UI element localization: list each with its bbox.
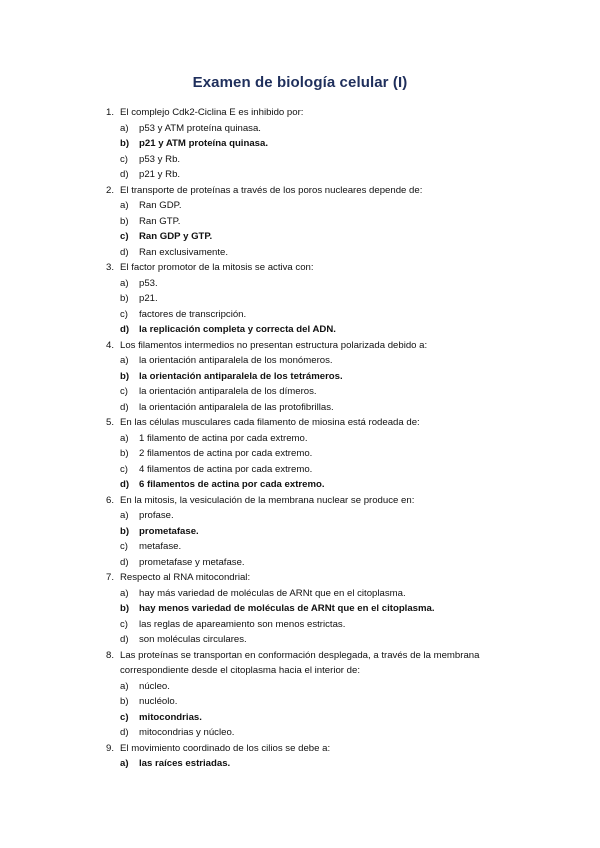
- option-letter: b): [120, 293, 129, 304]
- option-a: [0, 276, 600, 292]
- option-text: la orientación antiparalela de los monómeros.: [139, 355, 333, 366]
- option-letter: b): [120, 370, 130, 382]
- question-text: Las proteínas se transportan en conformación desplegada, a través de la membrana correspondiente desde el citoplasma hacia el interior de:: [120, 649, 480, 676]
- option-letter: c): [120, 618, 128, 630]
- option-text: Ran exclusivamente.: [139, 246, 229, 258]
- option-text: profase.: [139, 510, 174, 521]
- option-text: la orientación antiparalela de las protofibrillas.: [139, 401, 334, 413]
- option-letter: c): [120, 463, 128, 475]
- option-letter: b): [120, 603, 130, 614]
- question-text: Respecto al RNA mitocondrial:: [120, 572, 251, 583]
- question-9: [0, 741, 600, 772]
- option-letter: d): [120, 727, 129, 738]
- question-text: El movimiento coordinado de los cilios se debe a:: [120, 742, 331, 754]
- option-text: p21 y Rb.: [139, 169, 181, 180]
- option-d: [0, 477, 600, 493]
- option-text: prometafase y metafase.: [139, 556, 245, 568]
- option-text: las raíces estriadas.: [139, 758, 231, 769]
- option-letter: d): [120, 246, 129, 258]
- question-8: [0, 648, 600, 741]
- option-d: [0, 322, 600, 338]
- question-7: [0, 570, 600, 648]
- option-b: [0, 369, 600, 385]
- option-c: [0, 384, 600, 400]
- option-letter: c): [120, 153, 128, 165]
- option-c: [0, 307, 600, 323]
- option-letter: a): [120, 277, 129, 289]
- option-text: p53 y Rb.: [139, 153, 181, 165]
- page-title: Examen de biología celular (I): [192, 74, 408, 91]
- option-text: mitocondrias.: [139, 711, 202, 723]
- option-text: 6 filamentos de actina por cada extremo.: [139, 479, 325, 490]
- option-text: núcleo.: [139, 680, 170, 692]
- option-b: [0, 601, 600, 617]
- question-number: 5.: [105, 417, 114, 428]
- option-letter: c): [120, 386, 128, 397]
- option-letter: d): [120, 401, 129, 413]
- option-letter: b): [120, 215, 129, 227]
- option-text: 2 filamentos de actina por cada extremo.: [139, 448, 313, 459]
- option-d: [0, 245, 600, 261]
- option-a: [0, 431, 600, 447]
- option-c: [0, 152, 600, 168]
- option-letter: a): [120, 680, 129, 692]
- option-text: hay menos variedad de moléculas de ARNt que en el citoplasma.: [139, 603, 435, 614]
- option-text: Ran GDP.: [139, 200, 182, 211]
- question-number: 7.: [105, 572, 114, 583]
- option-letter: a): [120, 587, 129, 599]
- option-letter: a): [120, 122, 129, 134]
- option-c: [0, 462, 600, 478]
- question-text: En la mitosis, la vesiculación de la membrana nuclear se produce en:: [120, 494, 415, 506]
- option-text: la orientación antiparalela de los dímeros.: [139, 386, 317, 397]
- option-text: mitocondrias y núcleo.: [139, 727, 235, 738]
- option-letter: d): [120, 634, 129, 645]
- option-d: [0, 632, 600, 648]
- option-text: p53.: [139, 277, 158, 289]
- option-text: factores de transcripción.: [139, 308, 247, 320]
- question-number: 9.: [105, 742, 114, 754]
- question-3: [0, 260, 600, 338]
- option-b: [0, 446, 600, 462]
- question-6: [0, 493, 600, 571]
- option-letter: a): [120, 432, 129, 444]
- option-text: 1 filamento de actina por cada extremo.: [139, 432, 308, 444]
- question-number: 3.: [105, 262, 114, 273]
- question-text: El complejo Cdk2-Ciclina E es inhibido por:: [120, 107, 304, 118]
- question-list: [0, 105, 600, 772]
- question-number: 4.: [105, 339, 114, 351]
- option-letter: b): [120, 448, 129, 459]
- option-text: prometafase.: [139, 525, 199, 537]
- option-letter: d): [120, 479, 130, 490]
- option-letter: a): [120, 510, 129, 521]
- question-4: [0, 338, 600, 416]
- option-d: [0, 725, 600, 741]
- option-a: [0, 508, 600, 524]
- option-text: nucléolo.: [139, 696, 178, 707]
- option-a: [0, 756, 600, 772]
- option-letter: c): [120, 308, 128, 320]
- option-b: [0, 136, 600, 152]
- question-5: [0, 415, 600, 493]
- option-b: [0, 291, 600, 307]
- option-letter: d): [120, 324, 130, 335]
- option-letter: d): [120, 556, 129, 568]
- option-letter: c): [120, 711, 129, 723]
- question-1: [0, 105, 600, 183]
- option-letter: c): [120, 231, 129, 242]
- question-number: 8.: [105, 649, 114, 661]
- option-text: son moléculas circulares.: [139, 634, 247, 645]
- question-2: [0, 183, 600, 261]
- option-letter: c): [120, 541, 128, 552]
- option-a: [0, 586, 600, 602]
- question-number: 6.: [105, 494, 114, 506]
- option-text: metafase.: [139, 541, 182, 552]
- option-a: [0, 198, 600, 214]
- option-a: [0, 679, 600, 695]
- option-d: [0, 167, 600, 183]
- option-letter: b): [120, 525, 130, 537]
- option-b: [0, 524, 600, 540]
- option-letter: d): [120, 169, 129, 180]
- option-letter: a): [120, 355, 129, 366]
- option-d: [0, 400, 600, 416]
- option-c: [0, 539, 600, 555]
- question-number: 2.: [105, 184, 114, 196]
- option-text: hay más variedad de moléculas de ARNt que en el citoplasma.: [139, 587, 406, 599]
- option-d: [0, 555, 600, 571]
- option-b: [0, 694, 600, 710]
- option-b: [0, 214, 600, 230]
- question-text: El factor promotor de la mitosis se activa con:: [120, 262, 314, 273]
- option-a: [0, 353, 600, 369]
- option-letter: b): [120, 138, 130, 149]
- option-text: p21 y ATM proteína quinasa.: [139, 138, 269, 149]
- option-c: [0, 710, 600, 726]
- option-c: [0, 617, 600, 633]
- option-text: p21.: [139, 293, 158, 304]
- option-text: p53 y ATM proteína quinasa.: [139, 122, 261, 134]
- option-a: [0, 121, 600, 137]
- option-letter: a): [120, 758, 129, 769]
- option-text: 4 filamentos de actina por cada extremo.: [139, 463, 313, 475]
- option-letter: b): [120, 696, 129, 707]
- question-number: 1.: [105, 107, 114, 118]
- option-text: la replicación completa y correcta del ADN.: [139, 324, 336, 335]
- option-text: la orientación antiparalela de los tetrámeros.: [139, 370, 343, 382]
- question-text: El transporte de proteínas a través de los poros nucleares depende de:: [120, 184, 423, 196]
- option-letter: a): [120, 200, 129, 211]
- option-c: [0, 229, 600, 245]
- question-text: En las células musculares cada filamento de miosina está rodeada de:: [120, 417, 420, 428]
- option-text: las reglas de apareamiento son menos estrictas.: [139, 618, 346, 630]
- question-text: Los filamentos intermedios no presentan estructura polarizada debido a:: [120, 339, 428, 351]
- option-text: Ran GDP y GTP.: [139, 231, 213, 242]
- option-text: Ran GTP.: [139, 215, 181, 227]
